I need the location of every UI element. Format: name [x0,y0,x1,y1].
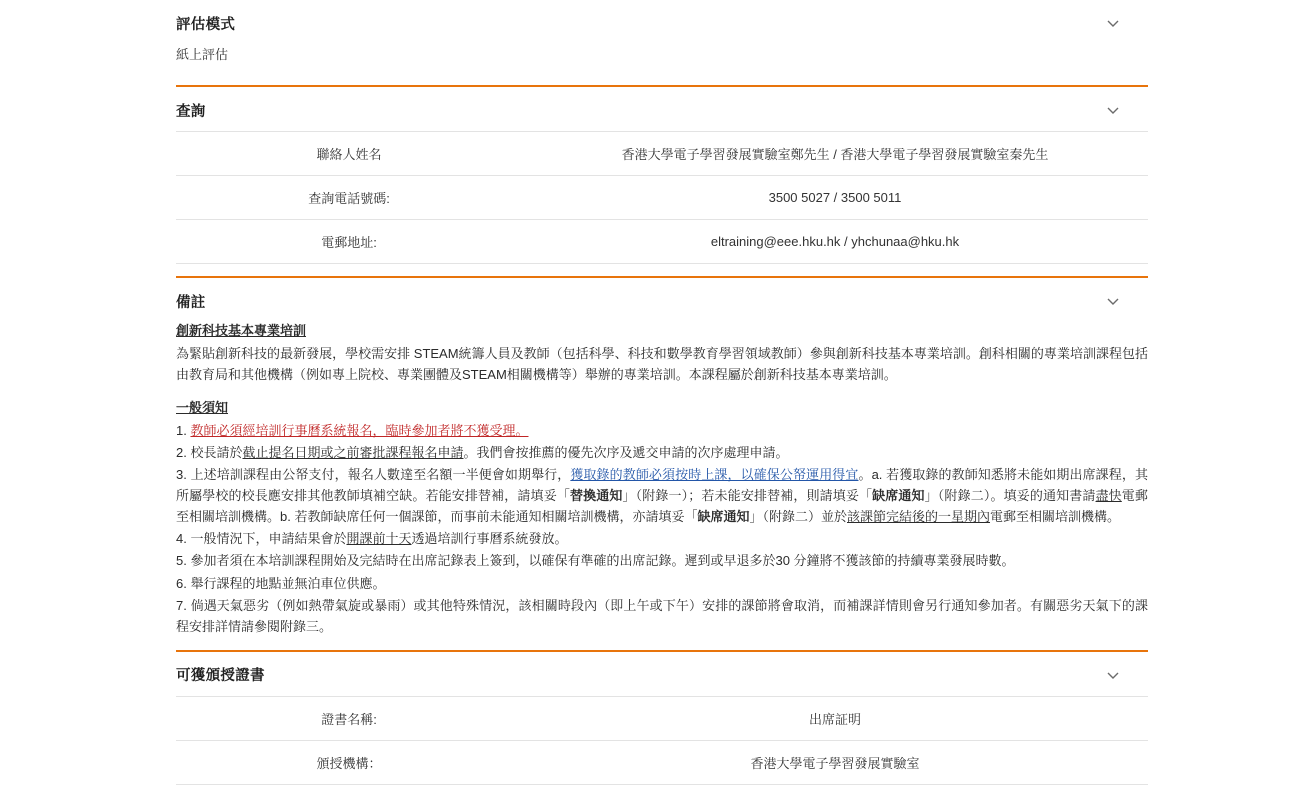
remarks-text: 倘遇天氣惡劣（例如熱帶氣旋或暴雨）或其他特殊情況，該相關時段內（即上午或下午）安排的課節將會取消，而補課詳情則會另行通知參加者。有關惡劣天氣下的課程安排詳情請參閱附錄三。 [176,597,1148,634]
remarks-text: 電郵至相關培訓機構。 [990,509,1121,525]
remarks-text: 舉行課程的地點並無泊車位供應。 [190,575,386,591]
remarks-list-item [176,420,1148,441]
enquiry-value-email: eltraining@eee.hku.hk / yhchunaa@hku.hk [710,234,960,249]
section-title-certificate: 可獲頒授證書 [176,668,265,685]
section-body-remarks [176,320,1148,650]
remarks-item-number: 1. [176,423,191,439]
section-remarks [176,278,1148,652]
section-body-assessment-mode [176,42,1124,85]
remarks-text: 上述培訓課程由公帑支付，報名人數達至名額一半便會如期舉行， [190,467,571,483]
chevron-down-icon[interactable] [1102,12,1124,34]
remarks-content [176,320,1148,637]
remarks-text: 透過培訓行事曆系統發放。 [411,531,568,547]
table-row [176,696,1148,740]
remarks-text: 電郵至相關培訓機構。b. 若教師缺席任何一個課節，而事前未能通知相關培訓機構，亦請填妥「 [176,488,1148,525]
remarks-list-item [176,550,1148,571]
remarks-list-item [176,595,1148,637]
section-body-certificate [176,696,1124,797]
section-header-assessment-mode[interactable] [176,0,1124,42]
remarks-emphasis: 缺席通知 [872,488,925,504]
table-row [176,740,1148,784]
remarks-item-number: 2. [176,445,191,461]
remarks-list-item [176,442,1148,463]
section-title-remarks: 備註 [176,294,206,311]
remarks-text: 一般情況下，申請結果會於 [190,531,347,547]
remarks-item-number: 3. [176,467,191,483]
remarks-underline: 盡快 [1095,488,1122,504]
remarks-list-item [176,528,1148,549]
remarks-text: 參加者須在本培訓課程開始及完結時在出席記錄表上簽到，以確保有準確的出席記錄。遲到或早退多於30 分鐘將不獲該節的持續專業發展時數。 [190,553,1015,569]
remarks-link[interactable]: 獲取錄的教師必須按時上課，以確保公帑運用得宜 [570,467,859,483]
certificate-label-name: 證書名稱: [321,711,377,727]
section-title-enquiry: 查詢 [176,103,206,120]
remarks-text: 校長請於 [190,445,243,461]
section-body-enquiry [176,131,1124,276]
enquiry-label-phone: 查詢電話號碼: [308,191,390,206]
assessment-mode-value: 紙上評估 [176,47,229,62]
remarks-text: 」（附錄二）。填妥的通知書請 [924,488,1096,504]
remarks-paragraph-1: 為緊貼創新科技的最新發展，學校需安排 STEAM統籌人員及教師（包括科學、科技和數學教育學習領域教師）參與創新科技基本專業培訓。創科相關的專業培訓課程包括由教育局和其他機構（例如專上院校、專業團體及STEAM相關機構等）舉辦的專業培訓。本課程屬於創新科技基本專業培訓。 [176,346,1148,383]
table-row [176,220,1148,264]
section-header-remarks[interactable] [176,278,1124,320]
certificate-value-issuer: 香港大學電子學習發展實驗室 [750,755,920,771]
remarks-text: 。我們會按推薦的優先次序及遞交申請的次序處理申請。 [463,445,789,461]
enquiry-table [176,131,1148,264]
section-header-certificate[interactable] [176,652,1124,694]
enquiry-label-contact-name: 聯絡人姓名 [316,147,382,162]
remarks-item-number: 6. [176,575,191,591]
remarks-emphasis: 缺席通知 [697,509,750,525]
remarks-text: 。a. 若獲取錄的教師知悉將未能如期出席課程，其所屬學校的校長應安排其他教師填補空缺。若能安排替補，請填妥「 [176,467,1148,504]
remarks-underline: 該課節完結後的一星期內 [847,509,991,525]
section-enquiry [176,87,1124,278]
remarks-list-item [176,464,1148,527]
remarks-underline: 截止提名日期或之前審批課程報名申請 [242,445,464,461]
certificate-label-issuer: 頒授機構： [316,755,382,771]
remarks-subtitle-2: 一般須知 [176,400,229,416]
remarks-text: 」（附錄一）；若未能安排替補，則請填妥「 [622,488,873,504]
certificate-value-name: 出席証明 [808,711,861,727]
table-row [176,176,1148,220]
chevron-down-icon[interactable] [1102,664,1124,686]
table-row [176,132,1148,176]
enquiry-label-email: 電郵地址: [321,235,377,250]
remarks-list-item [176,573,1148,594]
remarks-text: 」（附錄二）並於 [749,509,847,525]
remarks-emphasis: 替換通知 [569,488,623,504]
remarks-link-alert[interactable]: 教師必須經培訓行事曆系統報名，臨時參加者將不獲受理。 [190,423,529,439]
enquiry-value-contact-name: 香港大學電子學習發展實驗室鄭先生 / 香港大學電子學習發展實驗室秦先生 [621,147,1049,162]
remarks-item-number: 4. [176,531,191,547]
remarks-item-number: 7. [176,597,191,613]
section-assessment-mode [176,0,1124,87]
section-header-enquiry[interactable] [176,87,1124,129]
section-title-assessment-mode: 評估模式 [176,16,236,33]
section-certificate [176,652,1124,797]
remarks-underline: 開課前十天 [346,531,412,547]
chevron-down-icon[interactable] [1102,99,1124,121]
remarks-subtitle-1: 創新科技基本專業培訓 [176,323,307,338]
chevron-down-icon[interactable] [1102,290,1124,312]
remarks-item-number: 5. [176,553,191,569]
enquiry-value-phone: 3500 5027 / 3500 5011 [768,190,902,205]
remarks-list [176,420,1148,636]
certificate-table [176,696,1148,785]
